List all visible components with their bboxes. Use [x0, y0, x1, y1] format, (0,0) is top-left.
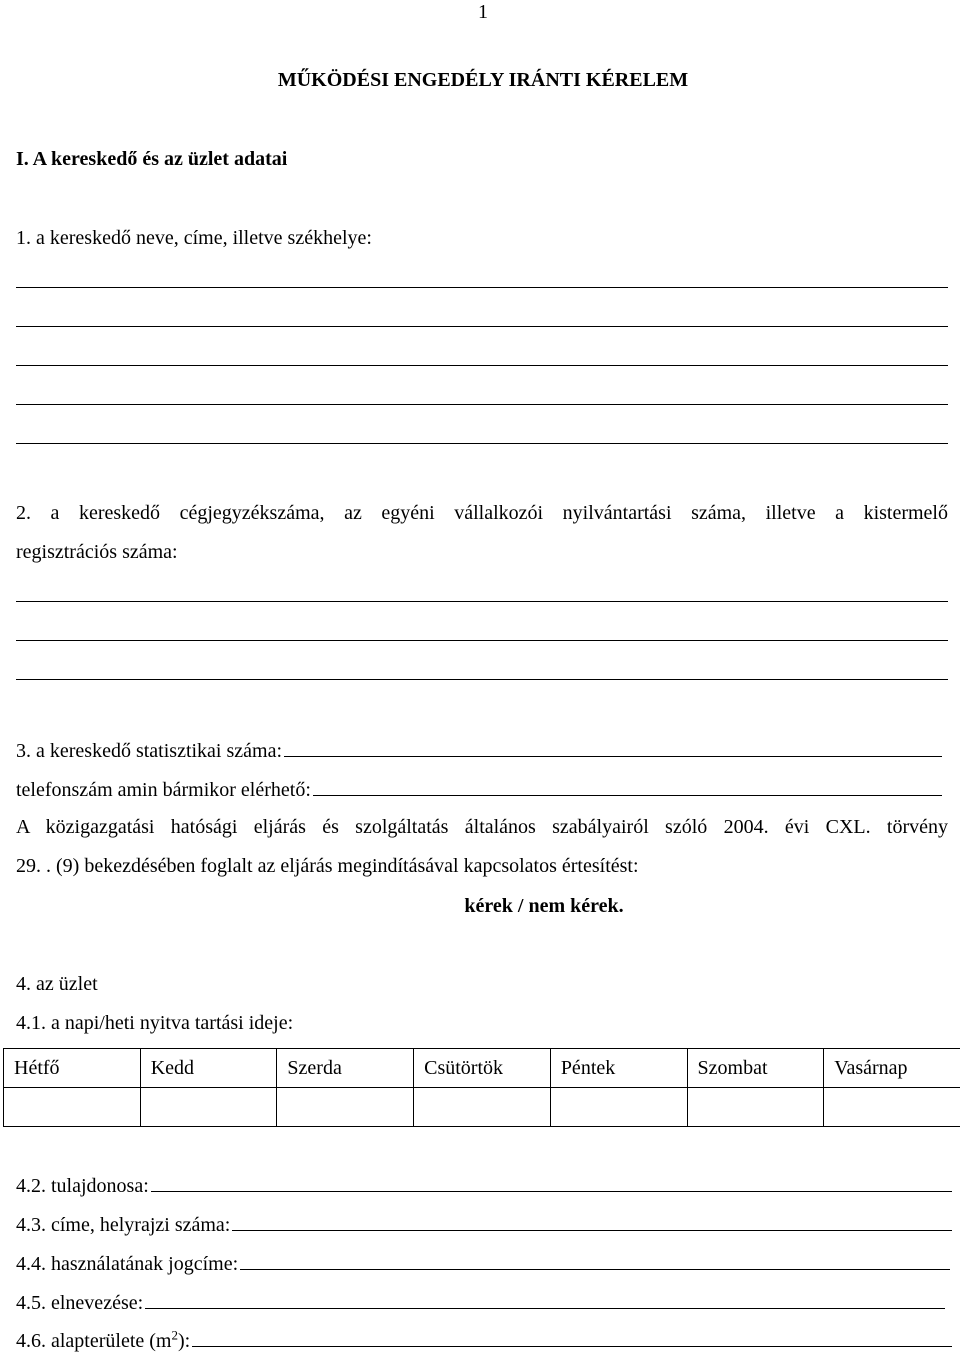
day-friday: Péntek	[550, 1049, 687, 1088]
item1-line-1[interactable]	[16, 287, 948, 288]
item4-6-input-line[interactable]	[192, 1328, 952, 1347]
item3-row	[16, 738, 942, 761]
page-number: 1	[478, 1, 488, 23]
item4-4-label: 4.4. használatának jogcíme:	[16, 1253, 239, 1275]
item4-6-sup: 2	[171, 1327, 178, 1343]
item3-label: 3. a kereskedő statisztikai száma:	[16, 740, 283, 762]
notice-line1: A közigazgatási hatósági eljárás és szolgáltatás általános szabályairól szóló 2004. évi CXL. törvény	[16, 816, 948, 838]
hours-cell-friday[interactable]	[550, 1088, 687, 1127]
item4-6-label-post: ):	[178, 1330, 191, 1352]
item1-label: 1. a kereskedő neve, címe, illetve székhelye:	[16, 227, 372, 249]
day-monday: Hétfő	[4, 1049, 141, 1088]
item4-6-label-pre: 4.6. alapterülete (m	[16, 1330, 172, 1352]
item1-line-4[interactable]	[16, 404, 948, 405]
item3-input-line[interactable]	[284, 738, 942, 757]
item2-line-3[interactable]	[16, 679, 948, 680]
hours-cell-monday[interactable]	[4, 1088, 141, 1127]
item4-3-label: 4.3. címe, helyrajzi száma:	[16, 1214, 231, 1236]
phone-input-line[interactable]	[313, 777, 942, 796]
notice-line2: 29. . (9) bekezdésében foglalt az eljárás megindításával kapcsolatos értesítést:	[16, 855, 639, 877]
day-saturday: Szombat	[687, 1049, 824, 1088]
day-sunday: Vasárnap	[824, 1049, 960, 1088]
section-heading: I. A kereskedő és az üzlet adatai	[16, 148, 288, 170]
item2-label-line2: regisztrációs száma:	[16, 541, 178, 563]
item4-4-input-line[interactable]	[240, 1251, 950, 1270]
item4-label: 4. az üzlet	[16, 973, 98, 995]
item2-label-line1: 2. a kereskedő cégjegyzékszáma, az egyéni vállalkozói nyilvántartási száma, illetve a kistermelő	[16, 502, 948, 524]
hours-cell-tuesday[interactable]	[140, 1088, 277, 1127]
phone-label: telefonszám amin bármikor elérhető:	[16, 779, 311, 801]
table-input-row	[4, 1088, 960, 1127]
item4-4-row	[16, 1251, 950, 1274]
item1-line-3[interactable]	[16, 365, 948, 366]
hours-cell-wednesday[interactable]	[277, 1088, 414, 1127]
day-thursday: Csütörtök	[414, 1049, 551, 1088]
opening-hours-table	[3, 1048, 960, 1127]
item4-3-input-line[interactable]	[232, 1212, 952, 1231]
hours-cell-saturday[interactable]	[687, 1088, 824, 1127]
item4-6-row	[16, 1328, 952, 1351]
item4-3-row	[16, 1212, 952, 1235]
item1-line-2[interactable]	[16, 326, 948, 327]
item4-5-input-line[interactable]	[145, 1290, 945, 1309]
day-tuesday: Kedd	[140, 1049, 277, 1088]
item1-line-5[interactable]	[16, 443, 948, 444]
phone-row	[16, 777, 942, 800]
item2-line-1[interactable]	[16, 601, 948, 602]
item2-line-2[interactable]	[16, 640, 948, 641]
table-header-row	[4, 1049, 960, 1088]
item4-5-row	[16, 1290, 945, 1313]
hours-cell-thursday[interactable]	[414, 1088, 551, 1127]
notice-choice[interactable]: kérek / nem kérek.	[464, 895, 624, 917]
item4-1-label: 4.1. a napi/heti nyitva tartási ideje:	[16, 1012, 294, 1034]
item4-6-label	[16, 1327, 191, 1352]
page-title: MŰKÖDÉSI ENGEDÉLY IRÁNTI KÉRELEM	[277, 69, 689, 91]
item4-2-label: 4.2. tulajdonosa:	[16, 1175, 149, 1197]
item4-5-label: 4.5. elnevezése:	[16, 1292, 144, 1314]
hours-cell-sunday[interactable]	[824, 1088, 960, 1127]
day-wednesday: Szerda	[277, 1049, 414, 1088]
item4-2-row	[16, 1173, 952, 1196]
item4-2-input-line[interactable]	[151, 1173, 952, 1192]
